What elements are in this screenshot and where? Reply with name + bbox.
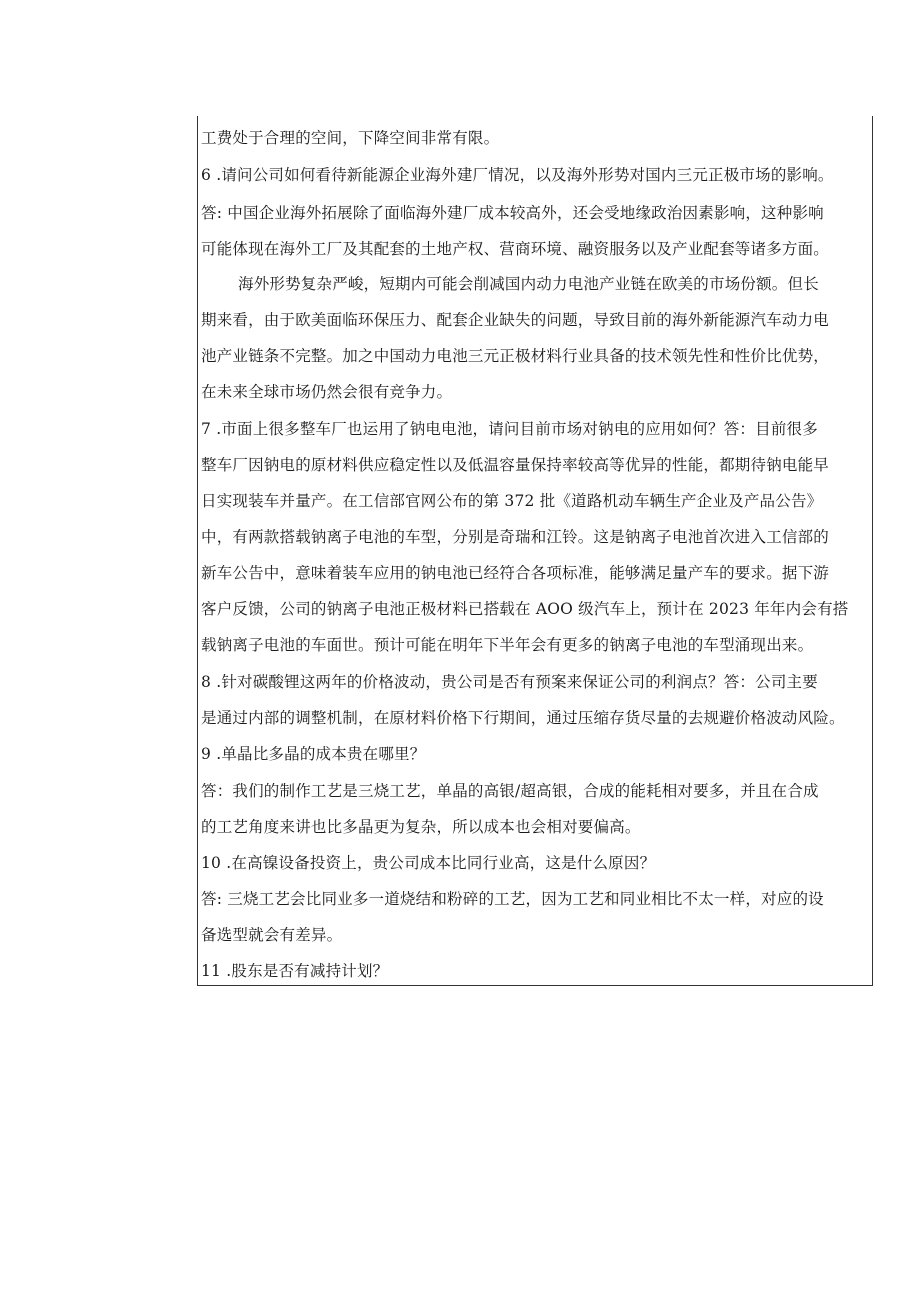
question-9: 9 .单晶比多晶的成本贵在哪里？ [201,745,426,763]
answer-7-line: 整车厂因钠电的原材料供应稳定性以及低温容量保持率较高等优异的性能，都期待钠电能早 [201,456,830,474]
answer-6-line: 答: 中国企业海外拓展除了面临海外建厂成本较高外，还会受地缘政治因素影响，这种影响 [201,204,824,222]
question-7: 7 .市面上很多整车厂也运用了钠电电池，请问目前市场对钠电的应用如何？答：目前很多 [201,420,818,438]
answer-10-line: 答: 三烧工艺会比同业多一道烧结和粉碎的工艺，因为工艺和同业相比不太一样，对应的设 [201,890,824,908]
question-8: 8 .针对碳酸锂这两年的价格波动，贵公司是否有预案来保证公司的利润点？答：公司主要 [201,673,818,691]
answer-6-line: 可能体现在海外工厂及其配套的土地产权、营商环境、融资服务以及产业配套等诸多方面。 [201,240,830,258]
answer-7-line: 新车公告中，意味着装车应用的钠电池已经符合各项标准，能够满足量产车的要求。据下游 [201,564,830,582]
answer-10-line: 备选型就会有差异。 [201,926,343,944]
answer-7-line: 客户反馈，公司的钠离子电池正极材料已搭载在 AOO 级汽车上，预计在 2023 年年内会有搭 [201,600,849,618]
answer-6-line: 池产业链条不完整。加之中国动力电池三元正极材料行业具备的技术领先性和性价比优势， [201,347,830,365]
answer-9-line: 答：我们的制作工艺是三烧工艺，单晶的高银/超高银，合成的能耗相对要多，并且在合成 [201,782,819,800]
answer-7-line: 中，有两款搭载钠离子电池的车型，分别是奇瑞和江铃。这是钠离子电池首次进入工信部的 [201,528,830,546]
answer-7-line: 载钠离子电池的车面世。预计可能在明年下半年会有更多的钠离子电池的车型涌现出来。 [201,636,814,654]
answer-6-paragraph: 海外形势复杂严峻，短期内可能会削减国内动力电池产业链在欧美的市场份额。但长 [238,275,819,293]
answer-8-line: 是通过内部的调整机制，在原材料价格下行期间，通过压缩存货尽量的去规避价格波动风险。 [201,709,845,727]
question-10: 10 .在高镍设备投资上，贵公司成本比同行业高，这是什么原因？ [201,854,656,872]
answer-6-line: 在未来全球市场仍然会很有竞争力。 [201,383,453,401]
answer-9-line: 的工艺角度来讲也比多晶更为复杂，所以成本也会相对要偏高。 [201,818,641,836]
content-table-cell [197,116,873,986]
question-6: 6 .请问公司如何看待新能源企业海外建厂情况，以及海外形势对国内三元正极市场的影响。 [201,166,834,184]
question-11: 11 .股东是否有减持计划？ [201,962,389,980]
text-line: 工费处于合理的空间，下降空间非常有限。 [201,129,500,147]
answer-7-line: 日实现装车并量产。在工信部官网公布的第 372 批《道路机动车辆生产企业及产品公告》 [201,492,823,510]
answer-6-line: 期来看，由于欧美面临环保压力、配套企业缺失的问题，导致目前的海外新能源汽车动力电 [201,311,830,329]
